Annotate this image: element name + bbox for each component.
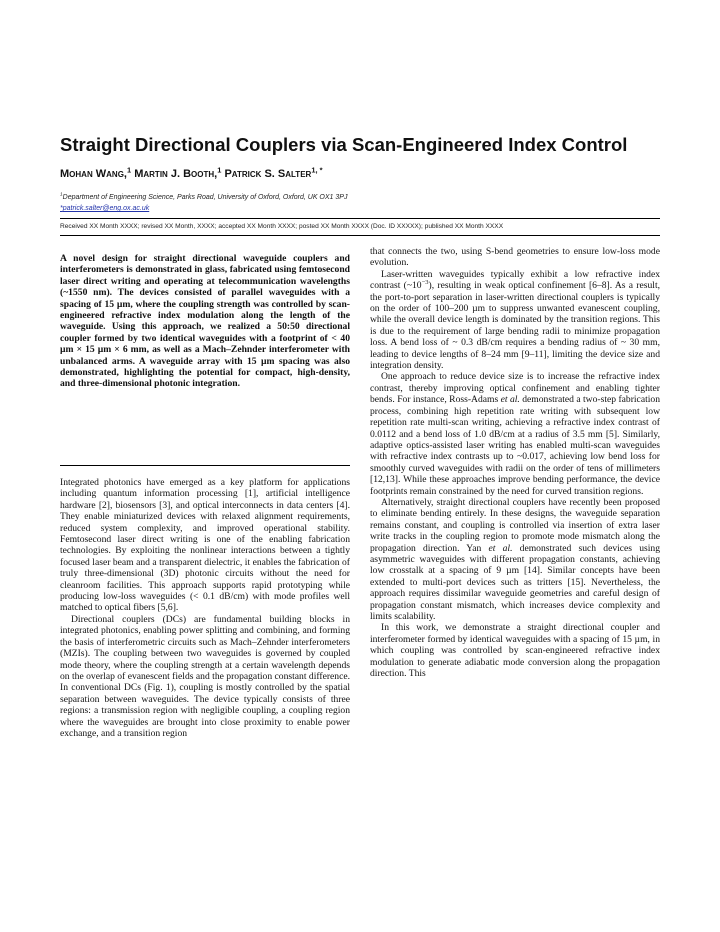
author-affiliation-mark: 1, * [311,165,323,175]
body-paragraph [60,477,350,614]
paragraph-text: demonstrated such devices using asymmetric waveguides with different propagation constants, achieving low crosstalk at a spacing of 9 µm [14]. Similar concepts have been extended to multi-port devices such as tritters [15]. Nevertheless, the approach requires dissimilar waveguide geometries and careful design of propagation constant mismatch, which increases device complexity and limits scalability. [370,542,661,622]
abstract: A novel design for straight directional waveguide couplers and interferometers is demonstrated in glass, fabricated using femtosecond laser direct writing and operating at telecommunication wavelengths (~1550 nm). The devices consisted of parallel waveguides with a spacing of 15 µm, where the coupling strength was controlled by scan-engineered refractive index modulation along the length of the waveguide. Using this approach, we realized a 50:50 directional coupler formed by two identical waveguides with a footprint of < 40 µm × 15 µm × 6 mm, as well as a Mach–Zehnder interferometer with unbalanced arms. A waveguide array with 15 µm spacing was also demonstrated, highlighting the potential for compact, high-density, and three-dimensional photonic integration. [60,253,350,390]
author-name: Mohan Wang, [60,168,127,180]
corresponding-email[interactable] [60,203,149,214]
paragraph-text: Alternatively, straight directional couplers have recently been proposed to eliminate bending entirely. In these designs, the waveguide separation remains constant, and coupling is controlled via insertion of extra laser write tracks in the coupling region to promote mode mismatch along the propagation direction. Yan [370,496,660,554]
paragraph-text: demonstrated a two-step fabrication process, combining high repetition rate writing with subsequent low repetition rate multi-scan writing, achieving a refractive index contrast of 0.0112 and a bend loss of 1.0 dB/cm at a radius of 3.5 mm [5]. Similarly, adaptive optics-assisted laser writing has enabled multi-scan waveguides with refractive index contrasts up to ~0.017, achieving low bend loss for smoothly curved waveguides with radii on the order of tens of millimeters [12,13]. While these approaches improve bending performance, the device footprints remain constrained by the need for curved transition regions. [370,394,660,497]
email-address[interactable]: patrick.salter@eng.ox.ac.uk [62,205,150,212]
affiliation-text: Department of Engineering Science, Parks Road, University of Oxford, Oxford, UK OX1 3PJ [62,194,348,201]
paper-title: Straight Directional Couplers via Scan-Engineered Index Control [60,134,628,155]
italic-text: et al. [500,394,520,406]
paragraph-text: that connects the two, using S-bend geometries to ensure low-loss mode evolution. [370,246,660,269]
body-paragraph [370,371,660,496]
abstract-separator [60,465,350,466]
paragraph-text: One approach to reduce device size is to increase the refractive index contrast, thereby improving optical confinement and enabling tighter bends. For instance, Ross-Adams [370,371,660,406]
paragraph-text: Laser-written waveguides typically exhibit a low refractive index contrast (~10 [370,268,660,292]
received-dates: Received XX Month XXXX; revised XX Month, XXXX; accepted XX Month XXXX; posted XX Month XXXX (Doc. ID XXXXX); published XX Month XXXX [60,223,504,230]
body-paragraph [370,246,660,269]
author-list [60,167,323,181]
paragraph-text: In this work, we demonstrate a straight directional coupler and interferometer formed by identical waveguides with a spacing of 15 µm, in which coupling was controlled by scan-engineered refractive index modulation to generate adiabatic mode conversion along the propagation direction. This [370,622,660,680]
author-affiliation-mark: 1 [217,165,222,175]
author-affiliation-mark: 1 [127,165,132,175]
left-column-body [60,477,350,739]
header-rule-top [60,218,660,219]
left-column [60,253,350,390]
email-mark: * [60,205,63,212]
body-paragraph [370,622,660,679]
body-paragraph [370,269,660,372]
affiliation-mark: 1 [60,192,63,198]
paragraph-text: Directional couplers (DCs) are fundamental building blocks in integrated photonics, enabling power splitting and combining, and forming the basis of interferometric circuits such as Mach–Zehnder interferometers (MZIs). The coupling between two waveguides is governed by coupled mode theory, where the coupling strength at a certain wavelength depends on the overlap of evanescent fields and the propagation constant difference. In conventional DCs (Fig. 1), coupling is mostly controlled by the spatial separation between waveguides. The device typically consists of three regions: a transmission region with negligible coupling, a coupling region where the waveguides are brought into close proximity to enable power exchange, and a transition region [60,613,350,739]
italic-text: et al. [488,542,513,554]
author-name: Patrick S. Salter [224,168,312,180]
body-paragraph [370,497,660,622]
paragraph-text: Integrated photonics have emerged as a key platform for applications including quantum information processing [1], artificial intelligence hardware [2], biosensors [3], and optical interconnects in data centers [4]. They enable miniaturized devices with relaxed alignment requirements, reduced system complexity, and improved operational stability. Femtosecond laser direct writing is one of the enabling fabrication technologies. By exploiting the nonlinear interactions between a tightly focused laser beam and a transparent dielectric, it enables the fabrication of truly three-dimensional (3D) photonic circuits without the need for cleanroom facilities. This approach supports rapid prototyping while producing low-loss waveguides (< 0.1 dB/cm) with mode profiles well matched to optical fibers [5,6]. [60,477,350,614]
author-name: Martin J. Booth, [134,168,218,180]
body-paragraph [60,614,350,739]
paragraph-text: ), resulting in weak optical confinement [6–8]. As a result, the port-to-port separation in laser-written directional couplers is typically on the order of 100–200 µm to suppress unwanted evanescent coupling, while the overall device length is dominated by the transition regions. This is due to the requirement of large bending radii to minimize propagation loss. A bend loss of ~ 0.3 dB/cm requires a bending radius of ~ 30 mm, leading to device lengths of 8–24 mm [9–11], limiting the device size and integration density. [370,280,661,372]
affiliation [60,192,347,203]
right-column-body [370,246,660,679]
script-text: −3 [421,279,429,287]
header-rule-bottom [60,235,660,236]
